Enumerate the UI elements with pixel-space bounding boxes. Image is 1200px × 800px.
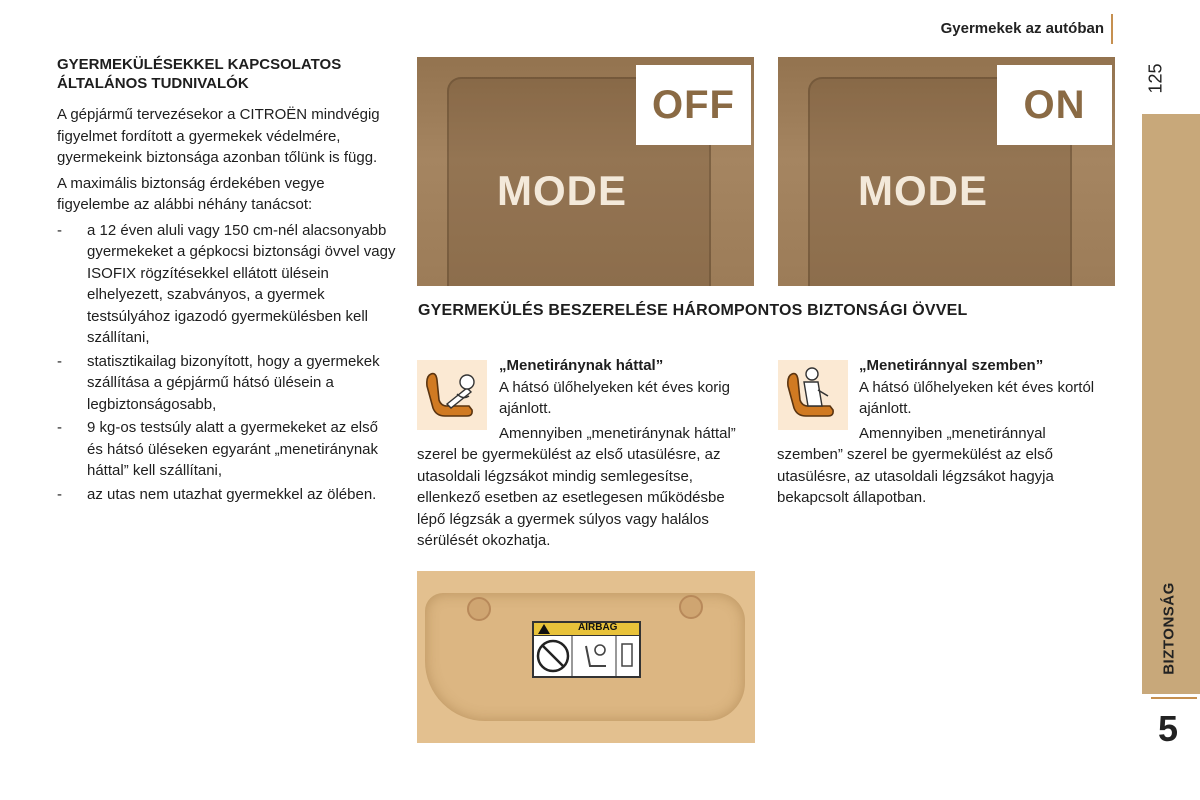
airbag-label-title: AIRBAG — [578, 622, 618, 633]
heading-line-1: GYERMEKÜLÉSEKKEL KAPCSOLATOS — [57, 56, 342, 73]
airbag-on-photo — [778, 57, 1115, 286]
install-heading: GYERMEKÜLÉS BESZERELÉSE HÁROMPONTOS BIZTONSÁGI ÖVVEL — [418, 302, 968, 319]
side-tab-text: BIZTONSÁG — [1160, 582, 1178, 675]
rear-facing-title: „Menetiránynak háttal” — [499, 357, 664, 374]
mode-label: MODE — [497, 167, 627, 214]
side-tab-label — [1139, 570, 1189, 690]
list-item: - a 12 éven aluli vagy 150 cm-nél alacsonyabb gyermekeket a gépkocsi biztonsági övvel vagy ISOFIX rögzítésekkel ellátott ülésein elhelyezett, szabványos, a gyermek testsúlyához igazodó gyermekülésben kell szállítani, — [57, 221, 396, 346]
side-tab-divider — [1151, 697, 1197, 699]
mode-label: MODE — [858, 167, 988, 214]
rear-facing-warning-start: Amennyiben „menetiránynak háttal” — [499, 424, 736, 442]
page-number-text: 125 — [1145, 63, 1166, 94]
on-indicator — [997, 65, 1112, 145]
no-rear-facing-seat-icon — [534, 636, 639, 676]
forward-facing-section — [777, 355, 1117, 512]
visor-clip-left — [467, 597, 491, 621]
on-indicator-text: ON — [1023, 82, 1086, 127]
advice-paragraph: A maximális biztonság érdekében vegye figyelembe az alábbi néhány tanácsot: — [57, 174, 325, 213]
running-header: Gyermekek az autóban — [940, 20, 1104, 37]
forward-facing-age-text: A hátsó ülőhelyeken két éves kortól ajánlott. — [859, 378, 1095, 417]
list-item-text: 9 kg-os testsúly alatt a gyermekeket az első és hátsó üléseken egyaránt „menetiránynak háttal” kell szállítani, — [87, 419, 379, 479]
airbag-label-bar — [534, 623, 639, 636]
list-item-text: az utas nem utazhat gyermekkel az ölében. — [87, 485, 377, 503]
forward-facing-title: „Menetiránnyal szemben” — [859, 357, 1044, 374]
off-indicator-text: OFF — [652, 82, 735, 127]
rear-facing-age-text: A hátsó ülőhelyeken két éves korig ajánlott. — [499, 378, 730, 417]
forward-facing-note-start: Amennyiben „menetiránnyal — [859, 424, 1046, 442]
off-indicator — [636, 65, 751, 145]
list-item-text: a 12 éven aluli vagy 150 cm-nél alacsonyabb gyermekeket a gépkocsi biztonsági övvel vagy ISOFIX rögzítésekkel ellátott ülésein elhelyezett, szabványos, a gyermek testsúlyához igazodó gyermekülésben kell szállítani, — [87, 221, 396, 346]
airbag-off-photo — [417, 57, 754, 286]
header-divider — [1111, 14, 1113, 44]
airbag-warning-label — [532, 621, 641, 678]
list-item: - 9 kg-os testsúly alatt a gyermekeket az első és hátsó üléseken egyaránt „menetiránynak háttal” kell szállítani, — [57, 419, 379, 479]
general-info-column — [57, 55, 397, 507]
chapter-number: 5 — [1157, 708, 1179, 749]
advice-list — [57, 220, 397, 506]
warning-triangle-icon — [538, 624, 550, 634]
general-info-heading — [57, 55, 397, 93]
page-number — [1141, 60, 1171, 100]
list-item: - statisztikailag bizonyított, hogy a gyermekek szállítása a gépjármű hátsó ülésein a legbiztonságosabb, — [57, 352, 380, 413]
intro-paragraph: A gépjármű tervezésekor a CITROËN mindvégig figyelmet fordított a gyermekek védelmére, gyermekeink biztonsága azonban tőlünk is függ. — [57, 106, 380, 166]
rear-facing-section — [417, 355, 757, 555]
visor-clip-right — [679, 595, 703, 619]
forward-facing-note: szemben” szerel be gyermekülést az első utasülésre, az utasoldali légzsákot hagyja bekapcsolt állapotban. — [777, 446, 1054, 506]
list-item-text: statisztikailag bizonyított, hogy a gyermekek szállítása a gépjármű hátsó ülésein a legbiztonságosabb, — [87, 352, 380, 413]
heading-line-2: ÁLTALÁNOS TUDNIVALÓK — [57, 75, 249, 92]
rear-facing-warning: szerel be gyermekülést az első utasülésre, az utasoldali légzsákot mindig semlegesítse, ellenkező esetben az esetlegesen működésbe lépő légzsák a gyermek súlyos vagy halálos sérülését okozhatja. — [417, 446, 725, 549]
sun-visor-photo — [417, 571, 755, 743]
list-item: - az utas nem utazhat gyermekkel az ölében. — [57, 485, 377, 503]
